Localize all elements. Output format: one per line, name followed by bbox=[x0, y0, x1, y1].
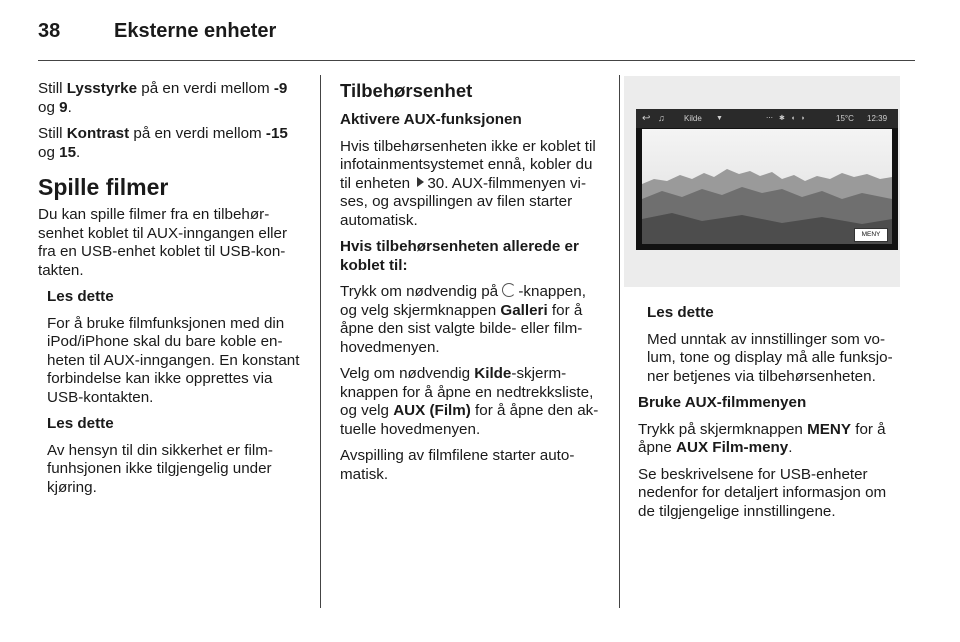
text: . bbox=[67, 98, 72, 116]
source-label: Kilde bbox=[684, 114, 702, 123]
text: -15 bbox=[265, 125, 288, 142]
infotainment-screen bbox=[636, 109, 898, 250]
text: og bbox=[38, 143, 60, 161]
temperature-readout: 15°C bbox=[836, 114, 854, 123]
text: 30. AUX-filmmenyen vises, og avspillingen av filen starter automatisk. bbox=[340, 174, 586, 229]
clock: 12:39 bbox=[867, 114, 888, 123]
status-icons: ⋯ ✱ ◖ ◗ bbox=[766, 115, 808, 122]
text: og bbox=[38, 98, 60, 116]
text: . bbox=[788, 439, 793, 456]
note-title: Les dette bbox=[647, 304, 714, 321]
text: 9 bbox=[59, 98, 68, 116]
gallery-paragraph bbox=[340, 283, 604, 357]
source-paragraph bbox=[340, 365, 604, 439]
text: 15 bbox=[59, 143, 77, 161]
column-divider-2 bbox=[619, 75, 620, 608]
header-rule bbox=[38, 60, 915, 61]
column-divider-1 bbox=[320, 75, 321, 608]
text: Still bbox=[38, 80, 67, 97]
text: Kontrast bbox=[66, 125, 130, 142]
autoplay-paragraph: Avspilling av filmfilene starter automatisk. bbox=[340, 447, 575, 483]
intro-paragraph: Du kan spille filmer fra en tilbehørsenhet koblet til AUX-inngangen eller fra en USB-enhet koblet til USB-kontakten. bbox=[38, 206, 288, 279]
text: -knappen, og velg skjermknappen bbox=[340, 283, 586, 319]
page-title: Eksterne enheter bbox=[114, 20, 277, 42]
subheading-already-connected: Hvis tilbehørsenheten allerede er koblet til: bbox=[340, 238, 579, 274]
text: AUX (Film) bbox=[393, 402, 471, 419]
text: Kilde bbox=[474, 365, 512, 382]
text: Trykk på skjermknappen bbox=[638, 420, 808, 438]
brightness-paragraph bbox=[38, 80, 300, 117]
note-text: For å bruke filmfunksjonen med din iPod/iPhone skal du bare koble enheten til AUX-inngangen. En konstant forbindelse kan ikke opprettes via USB-kontakten. bbox=[47, 314, 300, 406]
text: Velg om nødvendig bbox=[340, 365, 475, 382]
text: Hvis tilbehørsenheten ikke er koblet til infotainmentsystemet ennå, kobler du til enheten bbox=[340, 137, 596, 192]
page-ref-arrow-icon bbox=[417, 177, 424, 187]
activate-paragraph bbox=[340, 138, 604, 231]
source-icon: ♫ bbox=[658, 113, 665, 123]
right-column bbox=[638, 304, 902, 529]
left-column bbox=[38, 80, 300, 505]
landscape-image bbox=[642, 129, 892, 244]
note-ipod bbox=[38, 288, 300, 407]
text: -9 bbox=[273, 80, 288, 97]
text: Still bbox=[38, 125, 67, 142]
back-icon: ↩ bbox=[642, 113, 651, 124]
section-heading-movies: Spille filmer bbox=[38, 174, 169, 200]
text: Galleri bbox=[500, 301, 548, 319]
text: Lysstyrke bbox=[66, 80, 138, 97]
contrast-paragraph bbox=[38, 125, 300, 162]
text: for å åpne den aktuelle hovedmenyen. bbox=[340, 402, 599, 438]
text: AUX Film-meny bbox=[676, 439, 789, 456]
text: for å åpne bbox=[638, 420, 886, 456]
note-text: Av hensyn til din sikkerhet er filmfunhsjonen ikke tilgjengelig under kjøring. bbox=[47, 441, 273, 496]
note-accessory-control bbox=[638, 304, 902, 386]
text: på en verdi mellom bbox=[129, 125, 266, 142]
text: -skjermknappen for å åpne en nedtrekksliste, og velg bbox=[340, 365, 594, 419]
note-title: Les dette bbox=[47, 415, 114, 432]
status-bar bbox=[636, 109, 898, 128]
menu-paragraph bbox=[638, 421, 902, 458]
dropdown-icon: ▼ bbox=[716, 115, 723, 122]
usb-reference-paragraph: Se beskrivelsene for USB-enheter nedenfor for detaljert informasjon om de tilgjengelige innstillingene. bbox=[638, 465, 887, 520]
text: MENY bbox=[807, 420, 851, 438]
text: Trykk om nødvendig på bbox=[340, 283, 503, 300]
middle-column bbox=[340, 80, 604, 492]
subheading-activate-aux: Aktivere AUX-funksjonen bbox=[340, 111, 522, 128]
note-text: Med unntak av innstillinger som volum, tone og display må alle funksjoner betjenes via tilbehørsenheten. bbox=[647, 330, 893, 385]
menu-button[interactable]: MENY bbox=[854, 228, 888, 242]
section-heading-accessory: Tilbehørsenhet bbox=[340, 80, 473, 101]
media-key-icon bbox=[502, 283, 516, 297]
note-safety bbox=[38, 415, 300, 497]
note-title: Les dette bbox=[47, 288, 114, 305]
text: for å åpne den sist valgte bilde- eller filmhovedmenyen. bbox=[340, 301, 583, 356]
page-number: 38 bbox=[38, 20, 61, 42]
movie-frame bbox=[642, 129, 892, 244]
text: . bbox=[76, 143, 81, 161]
subheading-use-aux-menu: Bruke AUX-filmmenyen bbox=[638, 394, 807, 411]
text: på en verdi mellom bbox=[137, 80, 274, 97]
